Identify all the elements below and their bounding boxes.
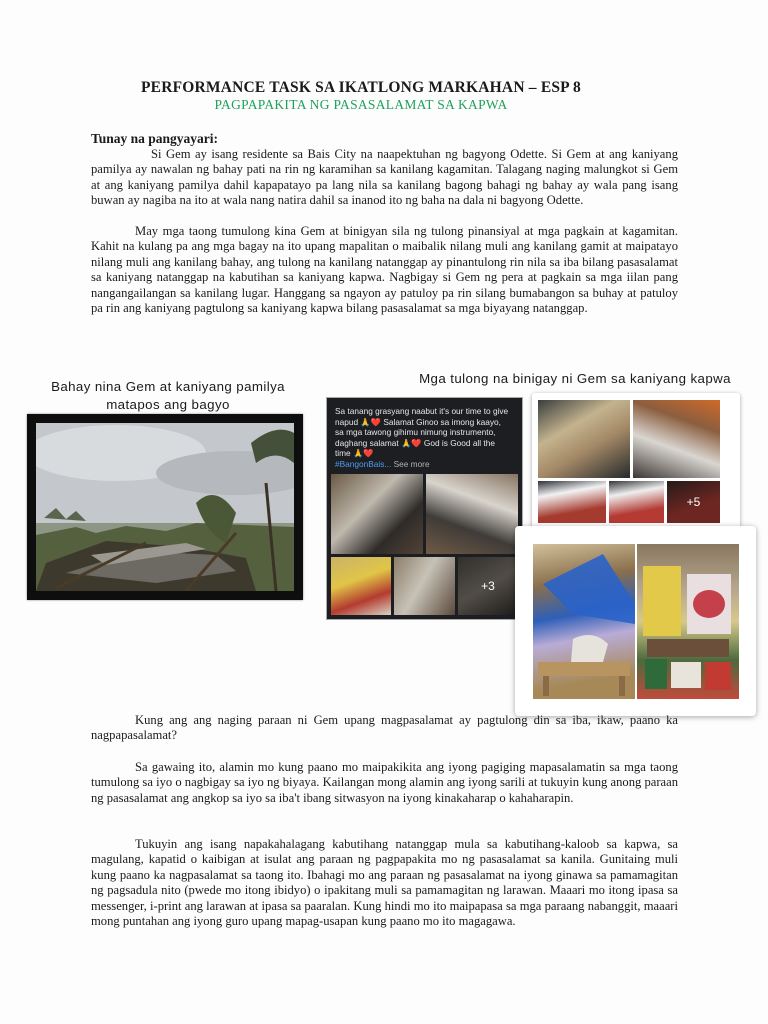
damaged-house-image (36, 423, 294, 591)
post-message: Sa tanang grasyang naabut it's our time to give napud 🙏❤️ Salamat Ginoo sa imong kaayo, sa mga tawong gihimu nimung instrumento, daghang salamat 🙏❤️ God is Good all the time 🙏❤️ (335, 406, 509, 458)
post-more-photos-count[interactable]: +3 (458, 557, 518, 615)
right-photos-caption: Mga tulong na binigay ni Gem sa kaniyang kapwa (419, 371, 731, 386)
post-hashtag[interactable]: #BangonBais... (335, 458, 392, 469)
post-photo-1[interactable] (331, 474, 423, 554)
card1-photo-4[interactable] (609, 481, 664, 523)
post-photo-3[interactable] (331, 557, 391, 615)
social-media-post (326, 397, 523, 620)
page-subtitle: PAGPAPAKITA NG PASASALAMAT SA KAPWA (214, 97, 508, 112)
task-paragraph-3: Tukuyin ang isang napakahalagang kabutihang natanggap mula sa kabutihang-kaloob sa kapwa, sa magulang, kapatid o kaibigan at isulat ang paraan ng pagpapakita mo ng pasasalamat sa kanila. Gunitaing muli kung paano ka nagpasalamat sa taong ito. Ibahagi mo ang paraan ng pasasalamat na iyong ginawa sa pamamagitan ng pagsadula nito (pwede mo itong ibidyo) o ipakitang muli sa pamamagitan ng larawan. Maaari mo itong ipasa sa messenger, i-print ang larawan at ipasa sa paaralan. Kung hindi mo ito maipapasa sa mga paraang nabanggit, maaari mong puntahan ang iyong guro upang mapag-usapan kung paano mo ito magagawa. (91, 837, 678, 929)
card1-photo-5[interactable] (667, 481, 720, 523)
left-photo-caption (27, 378, 309, 414)
tent-shelter-photo[interactable] (533, 544, 635, 699)
post-text-block (335, 406, 511, 469)
story-paragraph-2: May mga taong tumulong kina Gem at binigyan sila ng tulong pinansiyal at mga pagkain at kagamitan. Kahit na kulang pa ang mga bagay na ito upang mapalitan o maibalik nilang muli ang kanilang gamit at maipatayo nilang muli ang kanilang bahay, ang tulong na kanilang natanggap ay pinantulong rin nila sa iba bilang pasasalamat sa kaniyang natanggap na kabutihan sa kaniyang kapwa. Nagbigay si Gem ng pera at pagkain sa mga iilan pang nangangailangan sa kanilang lugar. Hanggang sa ngayon ay patuloy pa rin silang bumabangon sa buhay at patuloy pa rin ang kaniyang pagtulong sa kaniyang kapwa bilang pasasalamat sa mga biyayang natanggap. (91, 224, 678, 316)
relief-goods-image (637, 544, 739, 699)
left-caption-line-2: matapos ang bagyo (106, 397, 230, 412)
story-paragraph-1: Si Gem ay isang residente sa Bais City na naapektuhan ng bagyong Odette. Si Gem at ang kaniyang pamilya ay nawalan ng bahay pati na rin ng karamihan sa kanilang kagamitan. Talagang naging malungkot si Gem at ang kaniyang pamilya dahil kapapatayo pa lang nila sa kanilang bagong bahagi ng bahay ay wala pang isang buwan ay nagiba na ito at wala nang natira dahil sa inanod ito ng baha na dala ni bagyong Odette. (91, 147, 678, 208)
relief-photo-card-1 (532, 393, 740, 529)
task-paragraph-1: Kung ang ang naging paraan ni Gem upang magpasalamat ay pagtulong din sa iba, ikaw, paano ka nagpapasalamat? (91, 713, 678, 743)
relief-photo-card-2 (515, 526, 756, 716)
task-paragraph-2: Sa gawaing ito, alamin mo kung paano mo maipakikita ang iyong pagiging mapasalamatin sa mga taong tumulong sa iyo o nagbigay sa iyo ng biyaya. Kailangan mong alamin ang iyong sarili at tukuyin kung anong paraan ng pasasalamat ang angkop sa iyo sa iba't ibang sitwasyon na iyong kinakaharap o kahaharapin. (91, 760, 678, 805)
see-more-link[interactable]: See more (393, 458, 430, 469)
card1-more-photos-count[interactable]: +5 (667, 481, 720, 523)
post-photo-5[interactable] (458, 557, 518, 615)
story-label: Tunay na pangyayari: (91, 131, 219, 146)
left-caption-line-1: Bahay nina Gem at kaniyang pamilya (51, 379, 285, 394)
card1-photo-1[interactable] (538, 400, 630, 478)
card1-photo-2[interactable] (633, 400, 720, 478)
relief-goods-photo[interactable] (637, 544, 739, 699)
tent-shelter-image (533, 544, 635, 699)
post-photo-2[interactable] (426, 474, 518, 554)
damaged-house-photo (27, 414, 303, 600)
post-photo-grid (331, 474, 518, 615)
page-title: PERFORMANCE TASK SA IKATLONG MARKAHAN – ESP 8 (140, 79, 582, 96)
card1-photo-3[interactable] (538, 481, 606, 523)
post-photo-4[interactable] (394, 557, 455, 615)
